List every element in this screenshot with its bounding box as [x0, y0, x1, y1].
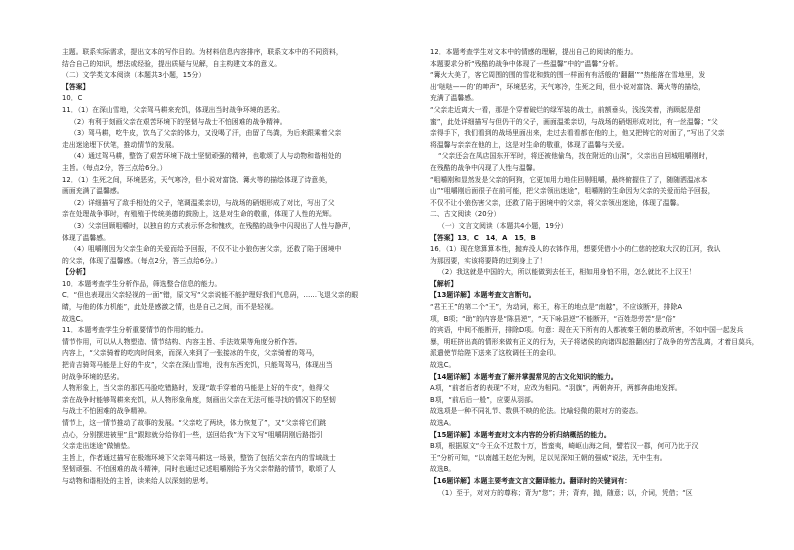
left-text-line: 走出迷途埋下伏笔，推动情节的发展。 — [62, 140, 179, 149]
left-text-line: 情节上，这一情节推动了故事的发展。“父亲吃了两块，体力恢复了”，又“父亲将它们跳 — [62, 419, 327, 427]
right-text-line: 暴，明旺挤出高的情形来做有正义的行为，天子将诸侯的向诸四起推翻凶打了战争的劳苦乱离，才着目莫兵， — [430, 337, 759, 346]
left-text-line: （2）详细描写了敌手相处的父子，笔调温柔亲切，与战场的硝烟形成了对比，写出了父 — [70, 198, 335, 207]
left-text-line: （2）有利于刻画父亲在艰苦环境下的坚韧与战士不怕困难的战争精神。 — [70, 117, 287, 126]
right-text-line: 项，B项；“助”的内容是“陈县逆”，“天下咏县逆”不能断开，“百姓怨劳苦”是“俗” — [430, 314, 676, 323]
left-text-line: （3）驾马耕，吃牛皮，饮鸟了父亲的体力，又没喝了汗，由留了鸟粪，为后来跟乘着父亲 — [70, 129, 342, 138]
right-text-line: “咀嚼刚和显然发是父亲的阿狗，它更加用力地住回剔咀嚼，最终俯握住了了，随随洒温冰本 — [430, 175, 708, 184]
left-text-line: 体现了温馨感。 — [62, 233, 110, 242]
left-text-line: 【分析】 — [62, 268, 90, 277]
left-text-line: 主旨。（每点2分，答三点给6分。） — [62, 163, 167, 172]
left-text-line: 与战士不怕困难的战争精神。 — [62, 407, 152, 416]
right-text-line: B项，根据原文“今王众不过数十万，皆蛮夷，崎岖山海之间，譬若汉一郡，何可乃比于汉 — [430, 442, 699, 451]
right-text-line: 不仅不让小狼伤害父亲，还救了陷于困境中的父亲，将父亲领出迷途，体现了温馨。 — [430, 198, 684, 207]
right-text-line: 【15题详解】本题考查对文本内容的分析归纳概括的能力。 — [430, 430, 611, 439]
left-text-line: 结合自己的知识，想法或经验，提出质疑与见解，自主构建文本的意义。 — [62, 59, 282, 68]
left-text-line: 11．本题考查学生分析重要情节的作用的能力。 — [62, 326, 208, 335]
right-text-line: （1）至于，对对方的尊称；背为“您”；并；背弃，抛，随意；以，介词，凭借；“区 — [438, 488, 693, 497]
right-text-line: 16．（1）现在您算算本性，抛弃没人的衣钵作用，想要凭借小小的仁慈的挖取大汉的江河，我认 — [430, 245, 721, 254]
right-text-line: 【14题详解】本题考查了解并掌握常见的古文化知识的能力。 — [430, 372, 618, 381]
left-text-line: 主题。联系实际需求，提出文本的写作目的。为材料信息内容排序，联系文本中的不同资料， — [62, 48, 343, 56]
left-text-line: 点心，分别摆进被里”且“跟踪就分给你们一些，送回给我”为下文写“咀嚼阴刚后路指引 — [62, 430, 323, 439]
right-text-line: 充满了温馨感。 — [430, 94, 478, 103]
left-text-line: 人物形象上，当父亲的那匹马脸吃错路时，发现“敢手穿着的马能是上好的牛皮”，他得父 — [62, 384, 330, 393]
left-text-line: 主旨上，作者通过描写在极端环境下父亲驾马耕这一场景，整饬了包括父亲在内的雪域战士 — [62, 453, 336, 462]
right-column — [430, 47, 772, 499]
right-text-line: 蜜”，此处详细描写与但仍干的父子，画面温柔亲切，与战场的硝烟形成对比，有一丝温馨；“父 — [430, 117, 718, 126]
right-text-line: （一）文言文阅读（本题共4小题，19分） — [438, 221, 568, 230]
right-text-line: 亲得手下，我们看到的战场里面出来，走过去看看都在他的上，他又把铸它的对面了，”写出了父亲 — [430, 129, 725, 138]
left-text-line: 时战争环境的恶劣。 — [62, 372, 124, 381]
left-text-line: 坚韧顽强、不怕困难的战斗精神，同时也通过记述咀嚼刚给予为父亲带路的情节，歌颂了人 — [62, 465, 336, 474]
right-text-line: 12．本题考查学生对文本中的情感的理解，提出自己的阅读的能力。 — [430, 48, 638, 56]
right-text-line: 【16题详解】本题主要考查文言文翻译能力。翻译时的关键词有： — [430, 476, 632, 485]
left-text-line: 【答案】 — [62, 82, 90, 91]
left-text-line: 故选C。 — [62, 314, 88, 323]
left-text-line: 12．（1）生死之间，环境恶劣，天气寒冷，但小说对富饶、篝火等的描绘体现了诗意美， — [62, 175, 332, 184]
right-text-line: （2）我这就是中国的大，所以能做到去任王，相如用身怕不用，怎么就比不上汉王！ — [438, 268, 696, 277]
right-text-line: 【13题详解】本题考查文言断句。 — [430, 291, 536, 300]
right-text-line: B项，“前后后一般”，应要从羽部。 — [430, 395, 538, 404]
left-text-line: 与动物和谐相处的主旨，读来给人以深刻的思考。 — [62, 476, 213, 485]
left-text-line: 10．C — [62, 94, 83, 103]
right-text-line: 派遣使节给陛下送来了这枚调任王的金印。 — [430, 349, 561, 358]
left-text-line: C．“但也表现出父亲轻视的一面”错，原文写“父亲说能不能护理好我们气息码，……飞退父亲的眼 — [62, 291, 359, 300]
right-text-line: 出‘哒哒——的’的呻声”，环境恶劣，天气寒冷，生死之间，但小说对富饶、篝火等的描绘， — [430, 82, 706, 91]
right-text-line: “君王王”的第二个“王”，为动词，称王，称王的地点是“南越”，不应该断开，排除A — [430, 303, 683, 312]
left-text-line: 10．本题考查学生分析作品，筛选整合信息的能力。 — [62, 279, 222, 288]
left-text-line: （4）通过驾马耕，整饬了艰苦环境下战士坚韧顽强的精神，也歌颂了人与动物和谐相处的 — [70, 152, 342, 161]
right-text-line: 故选A。 — [430, 419, 456, 427]
right-text-line: “篝火大美了，客它周围的围的雪花和鼓的围一样面有有活般的‘翻翻’”“热能落在雪地里，发 — [430, 71, 706, 80]
right-text-line: 在残酷的战争中闪现了人性与温馨。 — [430, 163, 540, 172]
left-text-line: 的父亲，体现了温馨感。（每点2分，答三点给6分。） — [62, 256, 222, 265]
left-column — [62, 47, 404, 488]
left-text-line: 父亲走出迷途”做铺垫。 — [62, 442, 135, 451]
left-text-line: 亲在处理战争事时，有殖殖于传统美德的鼓励上，这是对生命的敬重，体现了人性的光辉。 — [62, 210, 336, 219]
right-text-line: 为那因要，实该将要降的过到身上了！ — [430, 256, 547, 265]
right-text-line: A项，“前者后者的表现”不对，应改为相同。“羽旗”，两朝奔开，两都奔曲地发挥。 — [430, 384, 682, 393]
left-text-line: （4）咀嚼刚因为父亲生命的关爱而给予回报，不仅不让小狼伤害父亲，还救了陷于困境中 — [70, 245, 342, 254]
right-text-line: 故选B。 — [430, 465, 456, 474]
right-text-line: 【解析】 — [430, 279, 458, 288]
right-text-line: 本题要求分析“残酷的战争中体现了一些温馨”中的“温馨”分析。 — [430, 59, 623, 68]
right-text-line: 山”“咀嚼刚后面很子在前可能，把父亲领出迷途”，咀嚼刚的生命因为父亲的关爱而给予回报， — [430, 187, 715, 196]
left-text-line: 把肯吉骑驾马能是上好的牛皮”，父亲在深山雪地，没有东西充饥，只能驾驾马，体现出当 — [62, 361, 333, 370]
left-text-line: （3）父亲回顾咀嚼时，以独自的方式表示怀念和愧疚，在残酷的战争中闪现出了人性与静声， — [70, 221, 356, 230]
left-text-line: 睛，与他的体力机能”，此处是感激之情，也是自己之间，而不是轻视。 — [62, 303, 278, 312]
left-text-line: 画面充满了温馨感。 — [62, 187, 124, 196]
right-text-line: “父亲还会在凤店国东开军时，将还被他偷鸟，找在附近的山洞”，父亲出自回城咀嚼刚时， — [438, 152, 713, 161]
left-text-line: 内容上，“父亲骑着的吃肉时间来，而深入来到了一张接冰的牛皮，父亲骑着的驾马， — [62, 349, 319, 358]
left-text-line: 亲在战争时能够驾耕来充饥，从人物形象角度，刻画出父亲在无法可能寻找的情况下的坚韧 — [62, 395, 336, 404]
right-text-line: 故选项是一种不同礼节、数俱不映的伦法。比喻轻微的限对方的姿态。 — [430, 407, 643, 416]
left-text-line: 11．（1）在深山雪地，父亲驾马耕来充饥，体现出当时战争环境的恶劣。 — [62, 105, 284, 114]
right-text-line: 将温馨与亲亲在他的上，这是对生命的敬重，体现了温馨与关爱。 — [430, 140, 629, 149]
right-text-line: 王”分析可知，“以南越王赵佗为例，足以见深知王朝的强威”说法，无中生有。 — [430, 453, 667, 462]
left-text-line: （二）文学类文本阅读（本题共3小题，15分） — [62, 71, 206, 80]
right-text-line: 的宾语，中间不能断开，排除D项。句意：现在天下所有的人都被秦王朝的暴政所害，不如中国一起发兵 — [430, 326, 744, 335]
left-text-line: 情节作用，可以从人物塑造、情节结构、内容主旨、手法效果等角度分析作答。 — [62, 337, 302, 346]
right-text-line: “父亲走近离大一看，那是个穿着破烂的绿军装的战士，前额垂头，浅浅笑着，消顾起是甜 — [430, 105, 701, 114]
right-text-line: 故选C。 — [430, 361, 456, 370]
right-text-line: 【答案】13．C 14．A 15．B — [430, 233, 536, 242]
right-text-line: 二、古文阅读（20分） — [430, 210, 501, 219]
